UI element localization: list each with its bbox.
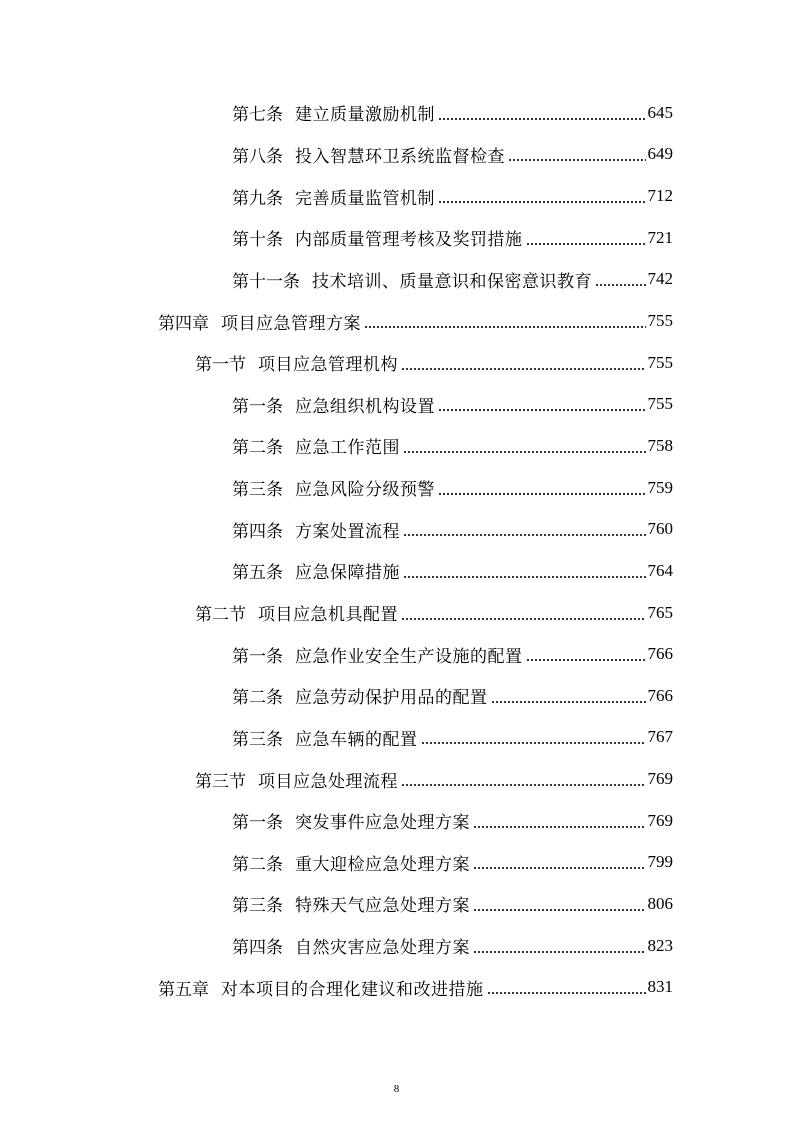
toc-entry[interactable] [0, 633, 793, 675]
toc-entry-page: 766 [647, 685, 673, 705]
toc-entry-title: 应急风险分级预警 [295, 480, 435, 501]
toc-entry-title: 项目应急处理流程 [258, 771, 398, 792]
toc-entry-page: 769 [647, 810, 673, 830]
toc-entry-title: 应急劳动保护用品的配置 [295, 688, 488, 709]
dot-leader [421, 742, 646, 744]
toc-entry-page: 742 [647, 269, 673, 289]
toc-chapter-entry[interactable] [0, 300, 793, 342]
toc-entry-number: 第一条 [232, 646, 283, 667]
toc-entry-number: 第三条 [232, 480, 283, 501]
toc-entry-number: 第一条 [232, 813, 283, 834]
toc-entry-title: 重大迎检应急处理方案 [295, 854, 470, 875]
toc-entry-title: 方案处置流程 [295, 521, 400, 542]
dot-leader [401, 784, 646, 786]
toc-entry-title: 投入智慧环卫系统监督检查 [295, 146, 505, 167]
toc-entry-page: 755 [647, 311, 673, 331]
toc-entry-page: 760 [647, 519, 673, 539]
toc-entry-number: 第五章 [158, 979, 209, 1000]
dot-leader [526, 243, 646, 245]
toc-entry-page: 755 [647, 394, 673, 414]
toc-entry-page: 649 [647, 144, 673, 164]
toc-entry[interactable] [0, 675, 793, 717]
toc-section-entry[interactable] [0, 342, 793, 384]
toc-entry[interactable] [0, 883, 793, 925]
toc-entry-title: 项目应急管理机构 [258, 355, 398, 376]
dot-leader [526, 659, 646, 661]
toc-entry[interactable] [0, 925, 793, 967]
dot-leader [401, 368, 646, 370]
toc-entry-title: 对本项目的合理化建议和改进措施 [221, 979, 484, 1000]
toc-entry-title: 内部质量管理考核及奖罚措施 [295, 230, 523, 251]
toc-entry-title: 应急车辆的配置 [295, 729, 418, 750]
dot-leader [487, 992, 646, 994]
toc-entry-page: 721 [647, 227, 673, 247]
toc-entry-number: 第二条 [232, 854, 283, 875]
toc-entry-page: 766 [647, 644, 673, 664]
toc-entry-page: 823 [647, 935, 673, 955]
dot-leader [438, 409, 646, 411]
dot-leader [473, 826, 646, 828]
toc-entry[interactable] [0, 175, 793, 217]
toc-entry[interactable] [0, 800, 793, 842]
toc-entry-title: 应急组织机构设置 [295, 396, 435, 417]
dot-leader [438, 118, 646, 120]
toc-entry-page: 806 [647, 893, 673, 913]
toc-entry-number: 第一条 [232, 396, 283, 417]
toc-entry-title: 项目应急机具配置 [258, 605, 398, 625]
toc-chapter-entry[interactable] [0, 966, 793, 1008]
toc-entry-page: 831 [647, 977, 673, 997]
toc-section-entry[interactable] [0, 758, 793, 800]
dot-leader [473, 867, 646, 869]
toc-entry-number: 第四条 [232, 521, 283, 542]
toc-entry-page: 765 [647, 602, 673, 622]
toc-entry-title: 建立质量激励机制 [295, 105, 435, 126]
toc-entry-page: 759 [647, 477, 673, 497]
toc-entry-title: 应急工作范围 [295, 438, 400, 459]
dot-leader [364, 326, 646, 328]
toc-entry-number: 第五条 [232, 563, 283, 584]
toc-entry-title: 突发事件应急处理方案 [295, 813, 470, 834]
toc-entry[interactable] [0, 92, 793, 134]
toc-entry-title: 自然灾害应急处理方案 [295, 938, 470, 959]
dot-leader [491, 701, 646, 703]
toc-entry-title: 应急作业安全生产设施的配置 [295, 646, 523, 667]
toc-entry-title: 技术培训、质量意识和保密意识教育 [312, 271, 592, 292]
page-number: 8 [393, 1083, 400, 1095]
toc-entry-number: 第三条 [232, 896, 283, 917]
toc-entry-number: 第二条 [232, 438, 283, 459]
toc-entry[interactable] [0, 467, 793, 509]
toc-entry-title: 完善质量监管机制 [295, 188, 435, 209]
toc-entry[interactable] [0, 259, 793, 301]
dot-leader [595, 284, 646, 286]
toc-entry-title: 应急保障措施 [295, 563, 400, 584]
toc-entry-page: 764 [647, 560, 673, 580]
table-of-contents [0, 92, 793, 1008]
dot-leader [403, 576, 646, 578]
toc-entry-title: 特殊天气应急处理方案 [295, 896, 470, 917]
toc-entry-number: 第二条 [232, 688, 283, 709]
toc-entry-title: 项目应急管理方案 [221, 313, 361, 334]
dot-leader [403, 451, 646, 453]
toc-entry-page: 712 [647, 186, 673, 206]
dot-leader [403, 534, 646, 536]
dot-leader [401, 618, 646, 620]
dot-leader [438, 493, 646, 495]
dot-leader [473, 951, 646, 953]
toc-entry-number: 第八条 [232, 146, 283, 167]
toc-entry-number: 第十一条 [232, 271, 300, 292]
toc-entry[interactable] [0, 217, 793, 259]
toc-entry-number: 第二节 [195, 605, 246, 625]
toc-entry[interactable] [0, 717, 793, 759]
toc-entry-number: 第十条 [232, 230, 283, 251]
toc-entry-number: 第一节 [195, 355, 246, 376]
toc-entry-page: 799 [647, 852, 673, 872]
toc-entry-page: 758 [647, 435, 673, 455]
toc-entry[interactable] [0, 425, 793, 467]
toc-entry-page: 769 [647, 769, 673, 789]
toc-entry[interactable] [0, 383, 793, 425]
toc-entry-number: 第四条 [232, 938, 283, 959]
toc-entry-number: 第三节 [195, 771, 246, 792]
dot-leader [473, 909, 646, 911]
toc-section-entry[interactable] [0, 592, 793, 634]
dot-leader [508, 159, 646, 161]
dot-leader [438, 201, 646, 203]
toc-entry[interactable] [0, 842, 793, 884]
toc-entry-number: 第九条 [232, 188, 283, 209]
toc-entry-page: 767 [647, 727, 673, 747]
toc-entry-number: 第七条 [232, 105, 283, 126]
toc-entry-page: 645 [647, 102, 673, 122]
toc-entry-number: 第四章 [158, 313, 209, 334]
toc-entry[interactable] [0, 550, 793, 592]
toc-entry-page: 755 [647, 352, 673, 372]
toc-entry[interactable] [0, 508, 793, 550]
toc-entry[interactable] [0, 134, 793, 176]
toc-entry-number: 第三条 [232, 729, 283, 750]
